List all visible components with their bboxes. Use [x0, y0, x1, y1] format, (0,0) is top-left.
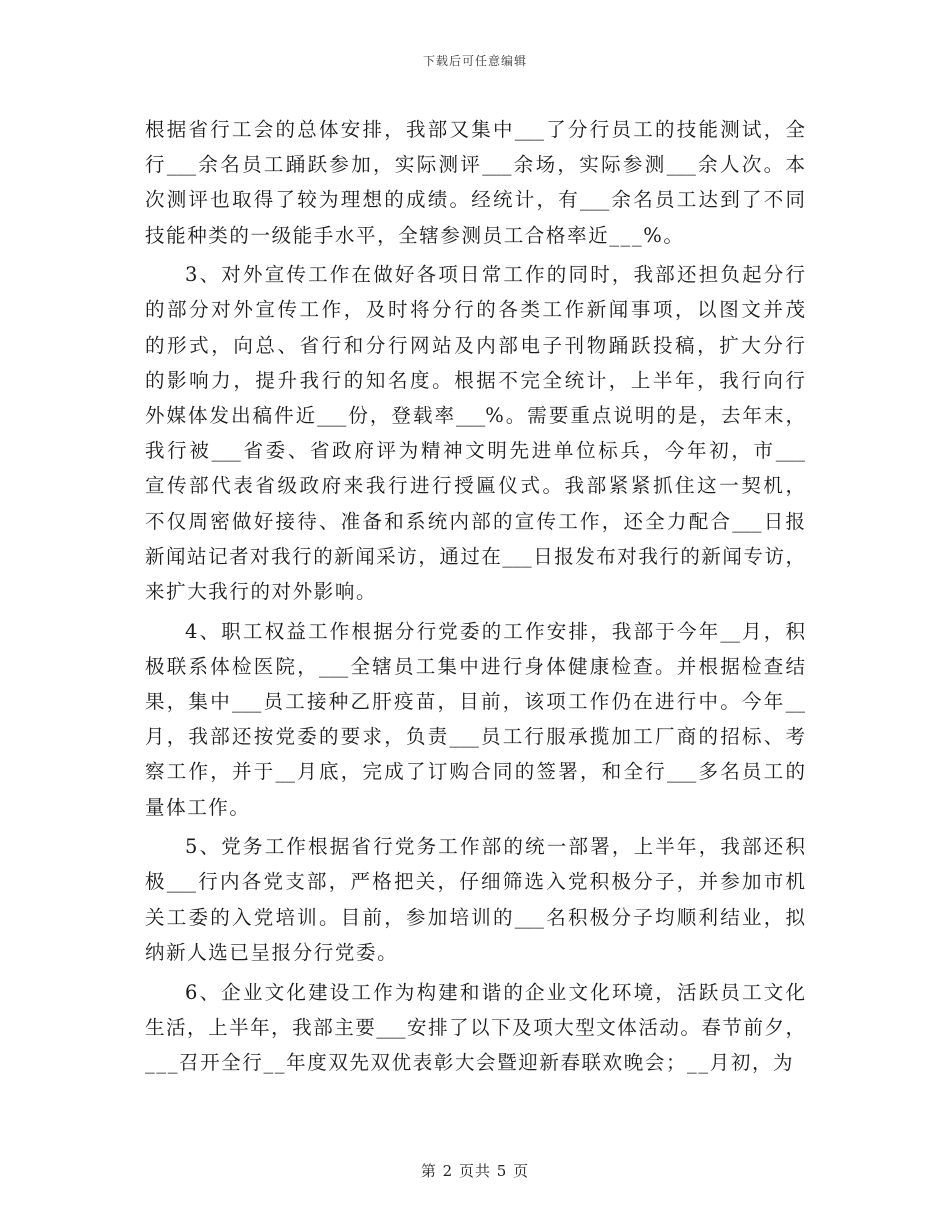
text-line: 新闻站记者对我行的新闻采访，通过在___日报发布对我行的新闻专访， [145, 544, 805, 568]
text-line: 关工委的入党培训。目前，参加培训的___名积极分子均顺利结业，拟 [145, 905, 805, 929]
text-line: 行___余名员工踊跃参加，实际测评___余场，实际参测___余人次。本 [145, 153, 805, 177]
paragraph [145, 975, 805, 1081]
text-line: 4、职工权益工作根据分行党委的工作安排，我部于今年__月，积 [185, 619, 805, 643]
page-number: 第 2 页共 5 页 [420, 1162, 530, 1180]
document-body [145, 112, 805, 1080]
text-line: 不仅周密做好接待、准备和系统内部的宣传工作，还全力配合___日报 [145, 509, 805, 533]
text-line: 察工作，并于__月底，完成了订购合同的签署，和全行___多名员工的 [145, 760, 805, 784]
paragraph [145, 112, 805, 253]
text-line: 月，我部还按党委的要求，负责___员工行服承揽加工厂商的招标、考 [145, 725, 805, 749]
paragraph [145, 614, 805, 825]
text-line: 3、对外宣传工作在做好各项日常工作的同时，我部还担负起分行 [185, 263, 805, 287]
text-line: 生活，上半年，我部主要___安排了以下及项大型文体活动。春节前夕， [145, 1015, 805, 1039]
text-line: 极___行内各党支部，严格把关，仔细筛选入党积极分子，并参加市机 [145, 870, 805, 894]
text-line: ___召开全行__年度双先双优表彰大会暨迎新春联欢晚会；__月初，为 [145, 1050, 795, 1074]
text-line: 技能种类的一级能手水平，全辖参测员工合格率近___%。 [145, 223, 685, 247]
text-line: 量体工作。 [145, 795, 251, 819]
text-line: 5、党务工作根据省行党务工作部的统一部署，上半年，我部还积 [185, 835, 805, 859]
text-line: 的形式，向总、省行和分行网站及内部电子刊物踊跃投稿，扩大分行 [145, 333, 805, 357]
text-line: 的影响力，提升我行的知名度。根据不完全统计，上半年，我行向行 [145, 368, 805, 392]
text-line: 极联系体检医院，___全辖员工集中进行身体健康检查。并根据检查结 [145, 654, 805, 678]
paragraph [145, 257, 805, 609]
text-line: 宣传部代表省级政府来我行进行授匾仪式。我部紧紧抓住这一契机， [145, 474, 805, 498]
text-line: 果，集中___员工接种乙肝疫苗，目前，该项工作仍在进行中。今年__ [145, 690, 805, 713]
page-header: 下载后可任意编辑 [422, 54, 527, 68]
text-line: 的部分对外宣传工作，及时将分行的各类工作新闻事项，以图文并茂 [145, 298, 805, 322]
text-line: 来扩大我行的对外影响。 [145, 579, 378, 603]
paragraph [145, 829, 805, 970]
text-line: 我行被___省委、省政府评为精神文明先进单位标兵，今年初，市___ [145, 439, 805, 463]
text-line: 6、企业文化建设工作为构建和谐的企业文化环境，活跃员工文化 [185, 980, 805, 1004]
text-line: 纳新人选已呈报分行党委。 [145, 940, 399, 964]
text-line: 根据省行工会的总体安排，我部又集中___了分行员工的技能测试，全 [145, 118, 805, 141]
text-line: 次测评也取得了较为理想的成绩。经统计，有___余名员工达到了不同 [145, 188, 805, 212]
text-line: 外媒体发出稿件近___份，登载率___%。需要重点说明的是，去年末， [145, 404, 805, 427]
